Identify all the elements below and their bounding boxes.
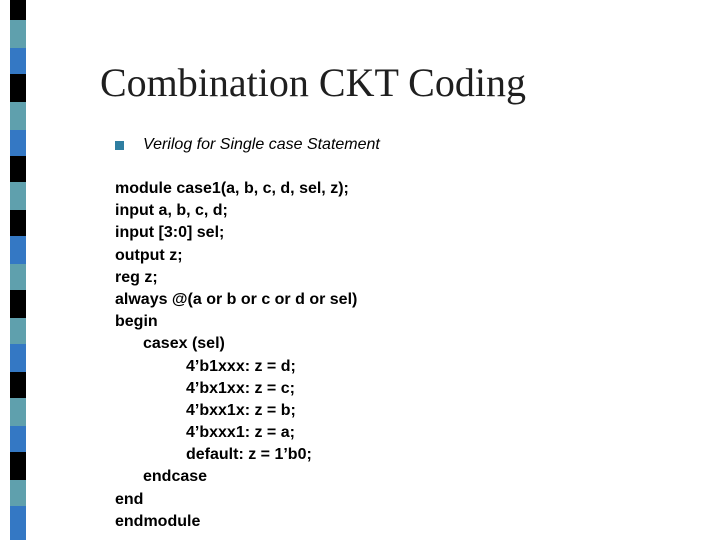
code-line: casex (sel)	[143, 335, 225, 353]
code-line: input a, b, c, d;	[115, 202, 228, 220]
stripe-block	[10, 182, 26, 210]
code-line: 4’b1xxx: z = d;	[186, 357, 296, 375]
code-line: endcase	[143, 468, 208, 486]
stripe-block	[10, 318, 26, 344]
stripe-block	[10, 0, 26, 20]
decorative-stripe	[10, 0, 26, 540]
code-line: default: z = 1’b0;	[186, 446, 312, 464]
stripe-block	[10, 102, 26, 130]
stripe-block	[10, 48, 26, 74]
stripe-block	[10, 344, 26, 372]
stripe-block	[10, 20, 26, 48]
code-line: begin	[115, 313, 158, 331]
stripe-block	[10, 372, 26, 398]
code-line: reg z;	[115, 268, 158, 286]
stripe-block	[10, 506, 26, 540]
stripe-block	[10, 426, 26, 452]
stripe-block	[10, 290, 26, 318]
stripe-block	[10, 210, 26, 236]
stripe-block	[10, 480, 26, 506]
code-line: 4’bx1xx: z = c;	[186, 379, 295, 397]
code-line: 4’bxx1x: z = b;	[186, 401, 296, 419]
slide-title: Combination CKT Coding	[100, 60, 526, 105]
code-line: module case1(a, b, c, d, sel, z);	[115, 180, 349, 197]
code-line: input [3:0] sel;	[115, 224, 225, 242]
stripe-block	[10, 264, 26, 290]
stripe-block	[10, 452, 26, 480]
code-line: endmodule	[115, 512, 201, 530]
code-line: end	[115, 490, 144, 508]
square-bullet-icon	[115, 141, 124, 150]
code-line: output z;	[115, 246, 183, 264]
stripe-block	[10, 398, 26, 426]
code-line: 4’bxxx1: z = a;	[186, 424, 295, 442]
stripe-block	[10, 130, 26, 156]
stripe-block	[10, 236, 26, 264]
code-line: always @(a or b or c or d or sel)	[115, 290, 358, 308]
stripe-block	[10, 156, 26, 182]
code-block	[115, 178, 357, 533]
bullet-text: Verilog for Single case Statement	[143, 136, 380, 153]
stripe-block	[10, 74, 26, 102]
